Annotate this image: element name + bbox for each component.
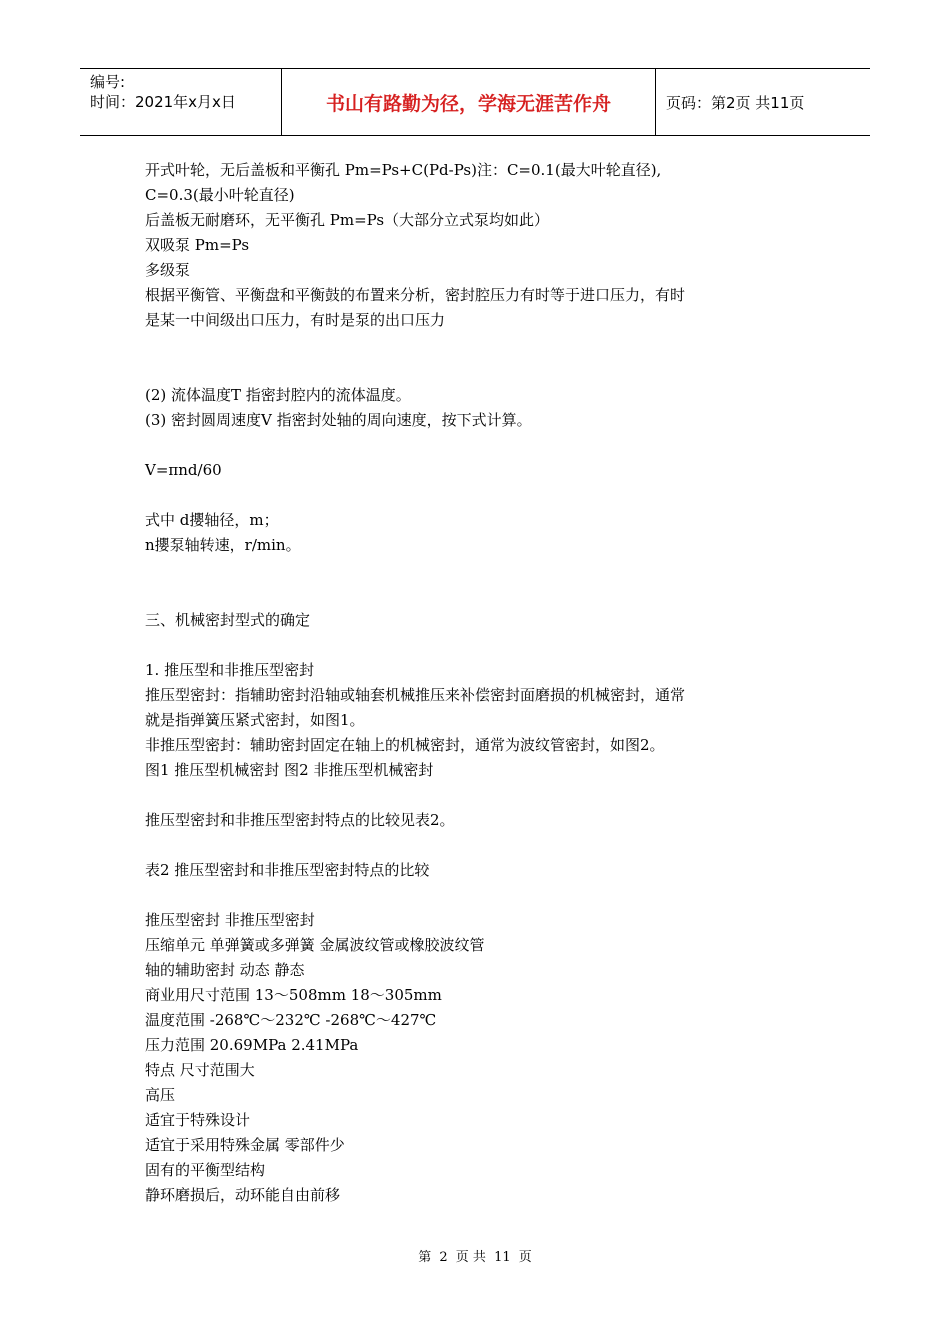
text-line: 图1 推压型机械密封 图2 非推压型机械密封 (145, 761, 434, 779)
text-line: 推压型密封和非推压型密封特点的比较见表2。 (145, 811, 455, 829)
text-line: 根据平衡管、平衡盘和平衡鼓的布置来分析，密封腔压力有时等于进口压力，有时 (145, 286, 686, 304)
text-line: 静环磨损后，动环能自由前移 (145, 1186, 341, 1204)
blank-line (145, 358, 825, 383)
document-body (145, 158, 825, 1208)
blank-line (145, 583, 825, 608)
blank-line (145, 558, 825, 583)
text-line: V=πnd/60 (145, 461, 222, 479)
footer-suffix: 页 (518, 1250, 532, 1265)
text-line: (3) 密封圆周速度V 指密封处轴的周向速度，按下式计算。 (145, 411, 532, 429)
text-line: 开式叶轮，无后盖板和平衡孔 Pm=Ps+C(Pd-Ps)注：C=0.1(最大叶轮直径), (145, 161, 662, 179)
text-line: 非推压型密封：辅助密封固定在轴上的机械密封，通常为波纹管密封，如图2。 (145, 736, 665, 754)
footer-total-pages: 11 (494, 1250, 511, 1265)
page-footer (0, 1246, 950, 1265)
blank-line (145, 483, 825, 508)
blank-line (145, 633, 825, 658)
blank-line (145, 333, 825, 358)
text-line: C=0.3(最小叶轮直径) (145, 186, 295, 204)
text-line: 温度范围 -268℃～232℃ -268℃～427℃ (145, 1011, 437, 1029)
footer-prefix: 第 (418, 1250, 432, 1265)
text-line: 是某一中间级出口压力，有时是泵的出口压力 (145, 311, 446, 329)
blank-line (145, 433, 825, 458)
text-line: 压缩单元 单弹簧或多弹簧 金属波纹管或橡胶波纹管 (145, 936, 485, 954)
text-line: 轴的辅助密封 动态 静态 (145, 961, 305, 979)
document-time-label: 时间：2021年x月x日 (90, 93, 236, 111)
text-line: n攖泵轴转速，r/min。 (145, 536, 301, 554)
header-motto: 书山有路勤为径，学海无涯苦作舟 (282, 69, 656, 135)
text-line: 三、机械密封型式的确定 (145, 611, 311, 629)
text-line: (2) 流体温度T 指密封腔内的流体温度。 (145, 386, 411, 404)
text-line: 双吸泵 Pm=Ps (145, 236, 250, 254)
text-line: 推压型密封：指辅助密封沿轴或轴套机械推压来补偿密封面磨损的机械密封，通常 (145, 686, 686, 704)
blank-line (145, 883, 825, 908)
document-number-label: 编号: (90, 73, 126, 91)
footer-page-number: 2 (439, 1250, 448, 1265)
text-line: 特点 尺寸范围大 (145, 1061, 255, 1079)
page-header (80, 68, 870, 136)
header-page-info: 页码：第2页 共11页 (666, 93, 805, 112)
text-line: 式中 d攖轴径，m； (145, 511, 279, 529)
text-line: 适宜于特殊设计 (145, 1111, 251, 1129)
text-line: 商业用尺寸范围 13～508mm 18～305mm (145, 986, 442, 1004)
text-line: 就是指弹簧压紧式密封，如图1。 (145, 711, 365, 729)
text-line: 后盖板无耐磨环，无平衡孔 Pm=Ps（大部分立式泵均如此） (145, 211, 550, 229)
text-line: 1. 推压型和非推压型密封 (145, 661, 315, 679)
text-line: 压力范围 20.69MPa 2.41MPa (145, 1036, 359, 1054)
text-line: 适宜于采用特殊金属 零部件少 (145, 1136, 345, 1154)
text-line: 推压型密封 非推压型密封 (145, 911, 315, 929)
blank-line (145, 833, 825, 858)
text-line: 表2 推压型密封和非推压型密封特点的比较 (145, 861, 430, 879)
text-line: 高压 (145, 1086, 176, 1104)
text-line: 多级泵 (145, 261, 191, 279)
header-meta-cell (80, 69, 282, 135)
footer-mid: 页 共 (455, 1250, 486, 1265)
text-line: 固有的平衡型结构 (145, 1161, 266, 1179)
blank-line (145, 783, 825, 808)
